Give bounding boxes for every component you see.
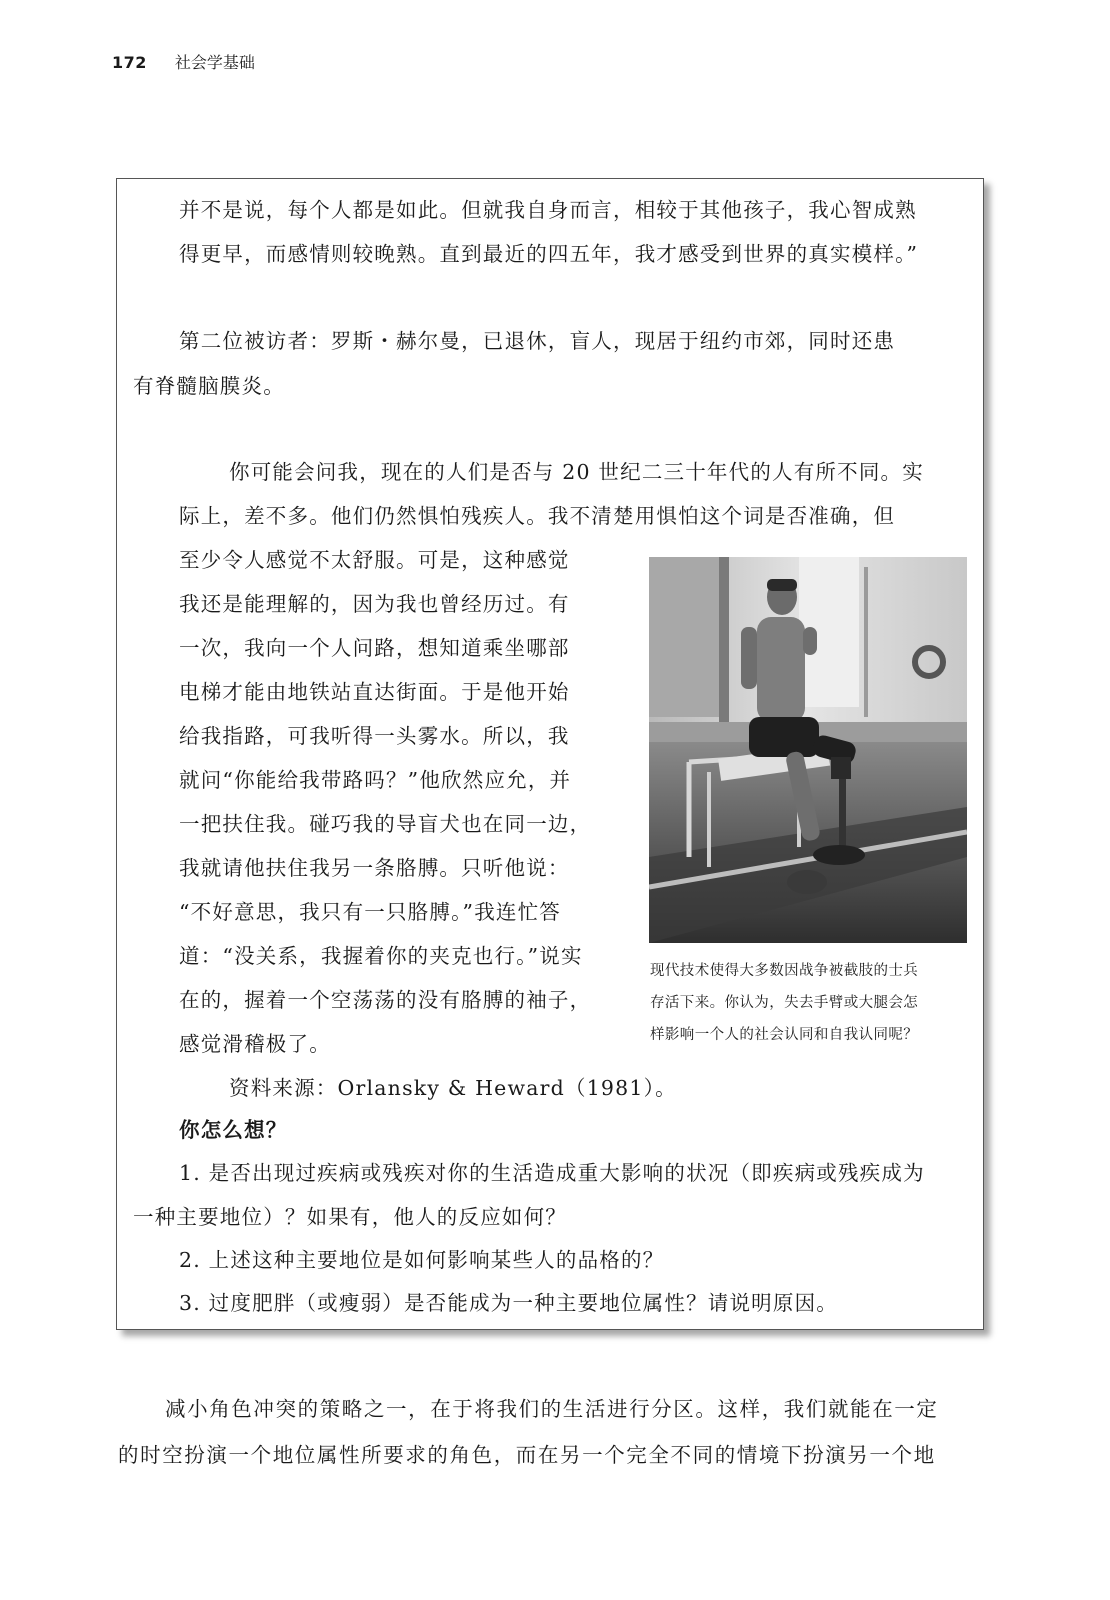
book-title: 社会学基础 [174,53,255,72]
story-line: 感觉滑稽极了。 [179,1032,331,1056]
story-line: 至少令人感觉不太舒服。可是，这种感觉 [179,548,570,572]
interview-box [116,178,984,1330]
source-line: 资料来源：Orlansky & Heward（1981）。 [229,1076,677,1100]
think-heading: 你怎么想？ [179,1118,288,1142]
photo-caption-line: 现代技术使得大多数因战争被截肢的士兵 [650,963,919,979]
story-line: 电梯才能由地铁站直达街面。于是他开始 [179,680,570,704]
story-line: 道：“没关系，我握着你的夹克也行。”说实 [179,944,583,968]
question-line: 3. 过度肥胖（或瘦弱）是否能成为一种主要地位属性？请说明原因。 [179,1291,838,1315]
story-line: 给我指路，可我听得一头雾水。所以，我 [179,724,570,748]
amputee-soldier-photo [649,557,967,943]
quote-end-line: 并不是说，每个人都是如此。但就我自身而言，相较于其他孩子，我心智成熟 [179,198,917,222]
question-line: 2. 上述这种主要地位是如何影响某些人的品格的？ [179,1248,665,1272]
page-number: 172 [112,53,147,72]
interviewee-line: 有脊髓脑膜炎。 [133,374,285,398]
story-line: 际上，差不多。他们仍然惧怕残疾人。我不清楚用惧怕这个词是否准确，但 [179,504,896,528]
story-line: “不好意思，我只有一只胳膊。”我连忙答 [179,900,562,924]
photo-caption-line: 样影响一个人的社会认同和自我认同呢？ [650,1027,919,1043]
story-line: 我还是能理解的，因为我也曾经历过。有 [179,592,570,616]
photo-caption-line: 存活下来。你认为，失去手臂或大腿会怎 [650,995,919,1011]
interviewee-line: 第二位被访者：罗斯・赫尔曼，已退休，盲人，现居于纽约市郊，同时还患 [179,329,896,353]
story-line: 一次，我向一个人问路，想知道乘坐哪部 [179,636,570,660]
story-line: 在的，握着一个空荡荡的没有胳膊的袖子， [179,988,592,1012]
story-line: 就问“你能给我带路吗？”他欣然应允，并 [179,768,572,792]
main-text-line: 的时空扮演一个地位属性所要求的角色，而在另一个完全不同的情境下扮演另一个地 [118,1443,936,1467]
story-line: 你可能会问我，现在的人们是否与 20 世纪二三十年代的人有所不同。实 [229,460,924,484]
story-line: 我就请他扶住我另一条胳膊。只听他说： [179,856,570,880]
question-line: 一种主要地位）？如果有，他人的反应如何？ [133,1205,567,1229]
page-header [112,50,255,74]
main-text-line: 减小角色冲突的策略之一，在于将我们的生活进行分区。这样，我们就能在一定 [165,1397,939,1421]
story-line: 一把扶住我。碰巧我的导盲犬也在同一边， [179,812,592,836]
question-line: 1. 是否出现过疾病或残疾对你的生活造成重大影响的状况（即疾病或残疾成为 [179,1161,925,1185]
quote-end-line: 得更早，而感情则较晚熟。直到最近的四五年，我才感受到世界的真实模样。” [179,242,919,266]
